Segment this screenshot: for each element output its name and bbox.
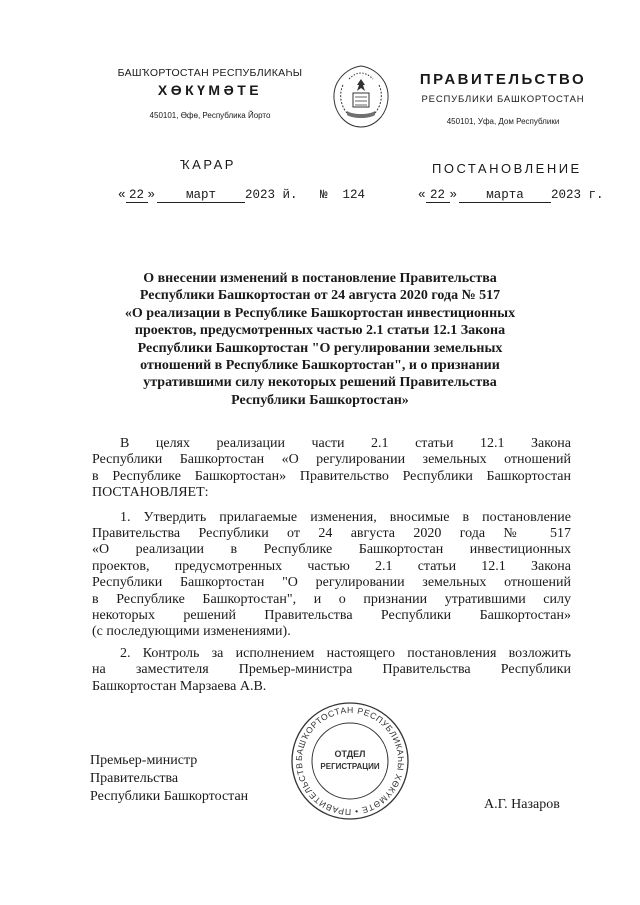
body-line: Башкортостан Марзаева А.В. bbox=[92, 678, 267, 694]
title-line: Республики Башкортостан "О регулировании земельных bbox=[137, 340, 503, 356]
signatory-position-line: Правительства bbox=[90, 770, 179, 786]
document-body bbox=[92, 436, 571, 695]
body-line: ПОСТАНОВЛЯЕТ: bbox=[92, 485, 209, 501]
signatory-position bbox=[90, 752, 248, 805]
doc-number-value: 124 bbox=[342, 188, 366, 202]
title-line: «О реализации в Республике Башкортостан инвестиционных bbox=[124, 305, 516, 321]
body-line: Правительства Республики от 24 августа 2020 года № 517 bbox=[92, 526, 571, 542]
stamp-ring-text: БАШҠОРТОСТАН РЕСПУБЛИКАҺЫ ХӨКҮМӘТЕ • ПРАВИТЕЛЬСТВ bbox=[293, 704, 407, 818]
title-line: Республики Башкортостан от 24 августа 2020 года № 517 bbox=[139, 288, 501, 304]
body-line: (с последующими изменениями). bbox=[92, 624, 291, 640]
date-left-day: 22 bbox=[126, 189, 148, 203]
coat-of-arms-icon bbox=[329, 63, 393, 134]
signatory-position-line: Республики Башкортостан bbox=[90, 788, 249, 804]
header-right-body: ПРАВИТЕЛЬСТВО bbox=[419, 71, 587, 88]
document-title bbox=[110, 270, 530, 409]
body-line: некоторых решений Правительства Республики Башкортостан» bbox=[92, 608, 571, 624]
doc-number-label: № bbox=[320, 188, 328, 202]
header-right-address: 450101, Уфа, Дом Республики bbox=[446, 117, 560, 126]
header-left-body: ХӨКҮМӘТЕ bbox=[157, 82, 263, 98]
body-line: в Республике Башкортостан", и о признании утратившими силу bbox=[92, 591, 571, 607]
preamble-paragraph bbox=[92, 436, 571, 502]
body-line: 1. Утвердить прилагаемые изменения, вносимые в постановление bbox=[120, 509, 571, 525]
header-left-address: 450101, Өфө, Республика Йорто bbox=[149, 111, 271, 120]
body-line: Республики Башкортостан "О регулировании земельных отношений bbox=[92, 575, 571, 591]
item-2-paragraph bbox=[92, 646, 571, 695]
date-left bbox=[118, 188, 298, 203]
body-line: проектов, предусмотренных частью 2.1 статьи 12.1 Закона bbox=[92, 558, 571, 574]
item-1-paragraph bbox=[92, 510, 571, 641]
title-line: утратившими силу некоторых решений Правительства bbox=[143, 375, 497, 391]
body-line: В целях реализации части 2.1 статьи 12.1 Закона bbox=[120, 436, 571, 451]
date-right bbox=[418, 188, 604, 203]
header-right-republic: РЕСПУБЛИКИ БАШКОРТОСТАН bbox=[421, 94, 585, 105]
stamp-center-top: ОТДЕЛ bbox=[334, 749, 366, 759]
date-left-year: 2023 й. bbox=[245, 188, 298, 202]
body-line: «О реализации в Республике Башкортостан инвестиционных bbox=[92, 542, 571, 558]
doc-type-bashkir: ҠАРАР bbox=[180, 157, 236, 172]
stamp-center-bottom: РЕГИСТРАЦИИ bbox=[320, 762, 380, 771]
body-line: в Республике Башкортостан» Правительство Республики Башкортостан bbox=[92, 468, 571, 484]
date-left-close-quote: » bbox=[147, 188, 156, 202]
title-line: отношений в Республике Башкортостан", и о признании bbox=[140, 358, 500, 374]
title-line: О внесении изменений в постановление Правительства bbox=[143, 271, 497, 286]
doc-type-russian: ПОСТАНОВЛЕНИЕ bbox=[432, 161, 582, 176]
registration-stamp bbox=[289, 700, 411, 827]
date-left-open-quote: « bbox=[118, 188, 126, 202]
header-left-republic: БАШҠОРТОСТАН РЕСПУБЛИКАҺЫ bbox=[117, 67, 303, 79]
date-left-month: март bbox=[157, 189, 245, 203]
date-right-open-quote: « bbox=[418, 188, 426, 202]
date-right-day: 22 bbox=[426, 189, 450, 203]
signatory-position-line: Премьер-министр bbox=[90, 753, 198, 768]
date-right-month: марта bbox=[459, 189, 551, 203]
title-line: Республики Башкортостан» bbox=[231, 392, 409, 408]
body-line: 2. Контроль за исполнением настоящего постановления возложить bbox=[120, 645, 571, 661]
body-line: Республики Башкортостан «О регулировании земельных отношений bbox=[92, 452, 571, 468]
signatory-name: А.Г. Назаров bbox=[484, 797, 560, 812]
date-right-close-quote: » bbox=[449, 188, 458, 202]
doc-number bbox=[320, 188, 365, 202]
body-line: на заместителя Премьер-министра Правительства Республики bbox=[92, 662, 571, 678]
date-right-year: 2023 г. bbox=[551, 188, 604, 202]
title-line: проектов, предусмотренных частью 2.1 статьи 12.1 Закона bbox=[134, 323, 506, 339]
